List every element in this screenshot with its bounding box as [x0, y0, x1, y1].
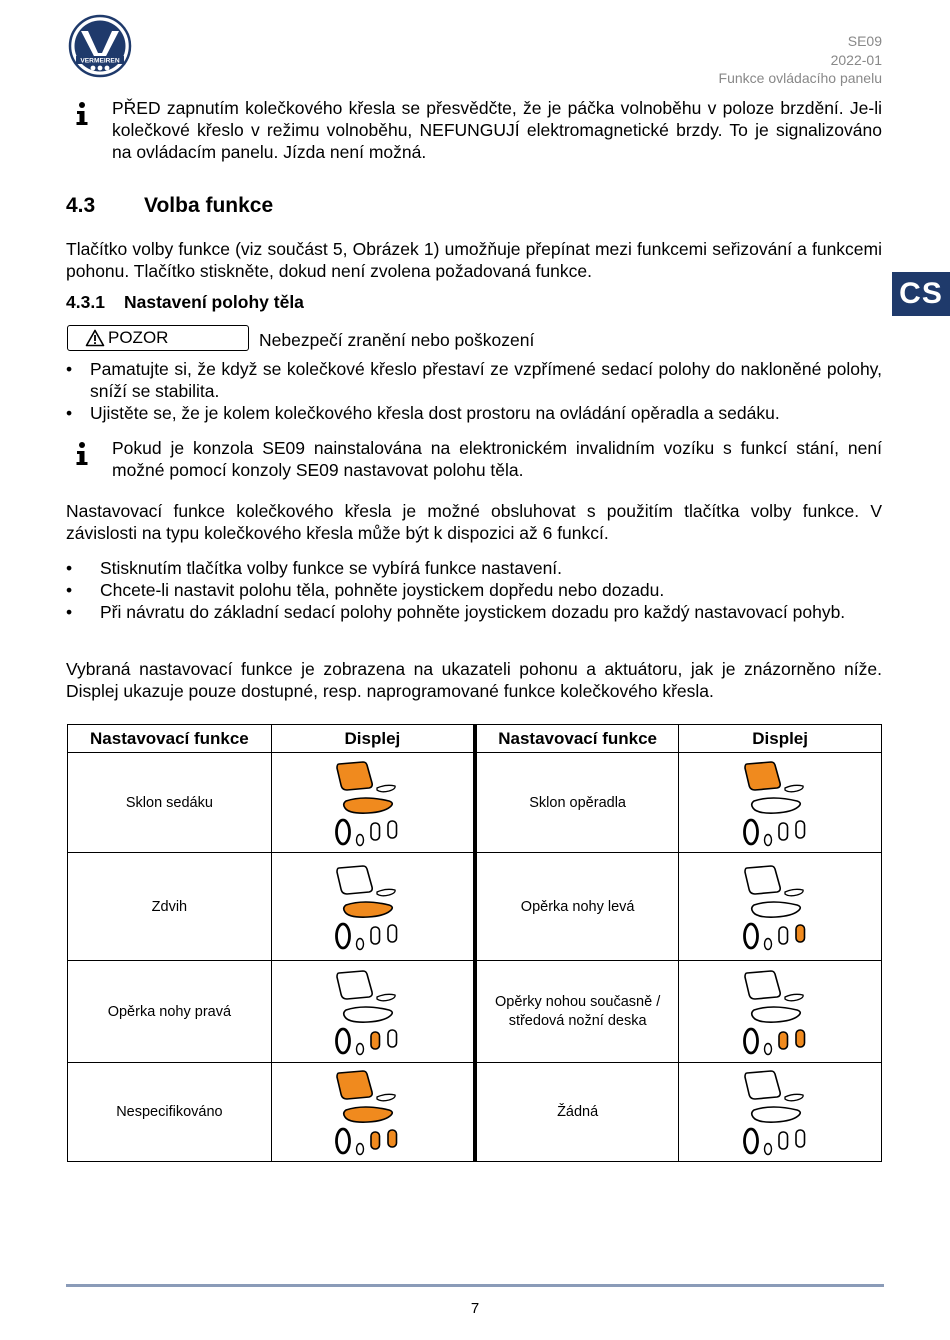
- table-header: Nastavovací funkce: [68, 725, 272, 753]
- section-intro: Tlačítko volby funkce (viz součást 5, Obrázek 1) umožňuje přepínat mezi funkcemi seřizování a funkcemi pohonu. Tlačítko stiskněte, dokud není zvolena požadovaná funkce.: [66, 239, 882, 281]
- section-number: 4.3: [66, 194, 96, 217]
- note-standing: Pokud je konzola SE09 nainstalována na elektronickém invalidním vozíku s funkcí stání, není možné pomocí konzoly SE09 nastavovat polohu těla.: [112, 438, 882, 480]
- legrest-left-segment: [388, 1030, 397, 1047]
- seat-segment: [752, 1107, 801, 1122]
- wheel-segment: [745, 924, 758, 948]
- armrest-segment: [377, 889, 395, 895]
- seating-display-icon: [332, 1068, 412, 1156]
- caution-label: POZOR: [108, 328, 169, 347]
- legrest-left-segment: [796, 925, 805, 942]
- vermeiren-logo: [68, 14, 132, 78]
- castor-segment: [357, 938, 364, 949]
- seat-segment: [344, 1107, 393, 1122]
- function-label: Nespecifikováno: [68, 1063, 272, 1162]
- seat-segment: [752, 798, 801, 813]
- backrest-segment: [745, 866, 780, 894]
- function-label: Žádná: [475, 1063, 679, 1162]
- function-label: Opěrky nohou současně / středová nožní deska: [475, 961, 679, 1063]
- legrest-left-segment: [388, 821, 397, 838]
- function-label: Opěrka nohy levá: [475, 853, 679, 961]
- subsection-number: 4.3.1: [66, 292, 105, 312]
- doc-date: 2022-01: [830, 52, 882, 68]
- note-freewheel: PŘED zapnutím kolečkového křesla se přesvědčte, že je páčka volnoběhu v poloze brzdění. Je-li kolečkové křeslo v režimu volnoběhu, NEFUNGUJÍ elektromagnetické brzdy. To je signalizováno na ovládacím panelu. Jízda není možná.: [112, 98, 882, 162]
- wheel-segment: [337, 1129, 350, 1153]
- seating-display-icon: [740, 1068, 820, 1156]
- steps-list: [66, 557, 882, 623]
- castor-segment: [357, 834, 364, 845]
- armrest-segment: [785, 785, 803, 791]
- seating-display-icon: [332, 968, 412, 1056]
- subsection-title: Nastavení polohy těla: [124, 292, 304, 312]
- caution-text: Nebezpečí zranění nebo poškození: [259, 330, 535, 350]
- language-tab: CS: [892, 272, 950, 316]
- wheel-segment: [745, 1029, 758, 1053]
- seating-display-icon: [740, 863, 820, 951]
- seat-segment: [752, 902, 801, 917]
- function-label: Sklon opěradla: [475, 753, 679, 853]
- list-item: • Ujistěte se, že je kolem kolečkového křesla dost prostoru na ovládání opěradla a sedáku.: [66, 402, 882, 424]
- castor-segment: [765, 938, 772, 949]
- legrest-left-segment: [796, 1130, 805, 1147]
- caution-list: [66, 358, 882, 424]
- legrest-left-segment: [796, 1030, 805, 1047]
- castor-segment: [357, 1144, 364, 1155]
- display-note: Vybraná nastavovací funkce je zobrazena na ukazateli pohonu a aktuátoru, jak je znázorněno níže. Displej ukazuje pouze dostupné, resp. naprogramované funkce kolečkového křesla.: [66, 659, 882, 701]
- legrest-right-segment: [371, 823, 380, 840]
- wheel-segment: [337, 924, 350, 948]
- display-cell: [271, 1063, 475, 1162]
- display-cell: [679, 1063, 882, 1162]
- seating-display-icon: [332, 863, 412, 951]
- legrest-left-segment: [388, 1130, 397, 1147]
- backrest-segment: [745, 1071, 780, 1099]
- seat-segment: [752, 1007, 801, 1022]
- armrest-segment: [377, 785, 395, 791]
- armrest-segment: [785, 1094, 803, 1100]
- backrest-segment: [337, 866, 372, 894]
- wheel-segment: [337, 1029, 350, 1053]
- seat-segment: [344, 798, 393, 813]
- legrest-left-segment: [388, 925, 397, 942]
- armrest-segment: [377, 994, 395, 1000]
- armrest-segment: [785, 994, 803, 1000]
- backrest-segment: [337, 1071, 372, 1099]
- table-row: [68, 753, 882, 853]
- backrest-segment: [337, 762, 372, 790]
- display-cell: [679, 961, 882, 1063]
- castor-segment: [765, 1043, 772, 1054]
- backrest-segment: [745, 762, 780, 790]
- wheel-segment: [745, 1129, 758, 1153]
- legrest-right-segment: [779, 823, 788, 840]
- function-label: Sklon sedáku: [68, 753, 272, 853]
- table-row: [68, 853, 882, 961]
- doc-code: SE09: [847, 33, 882, 49]
- info-icon: [72, 101, 92, 127]
- display-cell: [679, 853, 882, 961]
- header-section-title: Funkce ovládacího panelu: [718, 70, 882, 86]
- page-number: 7: [470, 1300, 480, 1317]
- legrest-right-segment: [779, 1032, 788, 1049]
- wheel-segment: [745, 820, 758, 844]
- seating-display-icon: [740, 968, 820, 1056]
- backrest-segment: [745, 971, 780, 999]
- castor-segment: [765, 1144, 772, 1155]
- legrest-right-segment: [779, 1132, 788, 1149]
- table-header: Nastavovací funkce: [475, 725, 679, 753]
- castor-segment: [765, 834, 772, 845]
- display-cell: [679, 753, 882, 853]
- function-label: Zdvih: [68, 853, 272, 961]
- legrest-right-segment: [779, 927, 788, 944]
- armrest-segment: [785, 889, 803, 895]
- list-item: • Při návratu do základní sedací polohy pohněte joystickem dozadu pro každý nastavovací pohyb.: [66, 601, 882, 623]
- legrest-right-segment: [371, 1032, 380, 1049]
- display-cell: [271, 853, 475, 961]
- table-header: Displej: [679, 725, 882, 753]
- legrest-right-segment: [371, 1132, 380, 1149]
- list-item: • Pamatujte si, že když se kolečkové křeslo přestaví ze vzpřímené sedací polohy do nakloněné polohy, sníží se stabilita.: [66, 358, 882, 402]
- seating-display-icon: [740, 759, 820, 847]
- caution-box: [67, 325, 249, 351]
- list-item: • Chcete-li nastavit polohu těla, pohněte joystickem dopředu nebo dozadu.: [66, 579, 882, 601]
- display-cell: [271, 961, 475, 1063]
- display-cell: [271, 753, 475, 853]
- table-header: Displej: [271, 725, 475, 753]
- seat-segment: [344, 1007, 393, 1022]
- table-row: [68, 961, 882, 1063]
- backrest-segment: [337, 971, 372, 999]
- function-table: [67, 724, 882, 1162]
- table-row: [68, 1063, 882, 1162]
- warning-icon: [85, 329, 105, 347]
- footer-divider: [66, 1284, 884, 1287]
- logo-text: VERMEIREN: [80, 57, 120, 65]
- wheel-segment: [337, 820, 350, 844]
- function-label: Opěrka nohy pravá: [68, 961, 272, 1063]
- legrest-left-segment: [796, 821, 805, 838]
- adjust-intro: Nastavovací funkce kolečkového křesla je možné obsluhovat s použitím tlačítka volby funkce. V závislosti na typu kolečkového křesla může být k dispozici až 6 funkcí.: [66, 501, 882, 543]
- list-item: • Stisknutím tlačítka volby funkce se vybírá funkce nastavení.: [66, 557, 882, 579]
- info-icon: [72, 441, 92, 467]
- seat-segment: [344, 902, 393, 917]
- armrest-segment: [377, 1094, 395, 1100]
- seating-display-icon: [332, 759, 412, 847]
- castor-segment: [357, 1043, 364, 1054]
- section-title: Volba funkce: [144, 194, 274, 217]
- legrest-right-segment: [371, 927, 380, 944]
